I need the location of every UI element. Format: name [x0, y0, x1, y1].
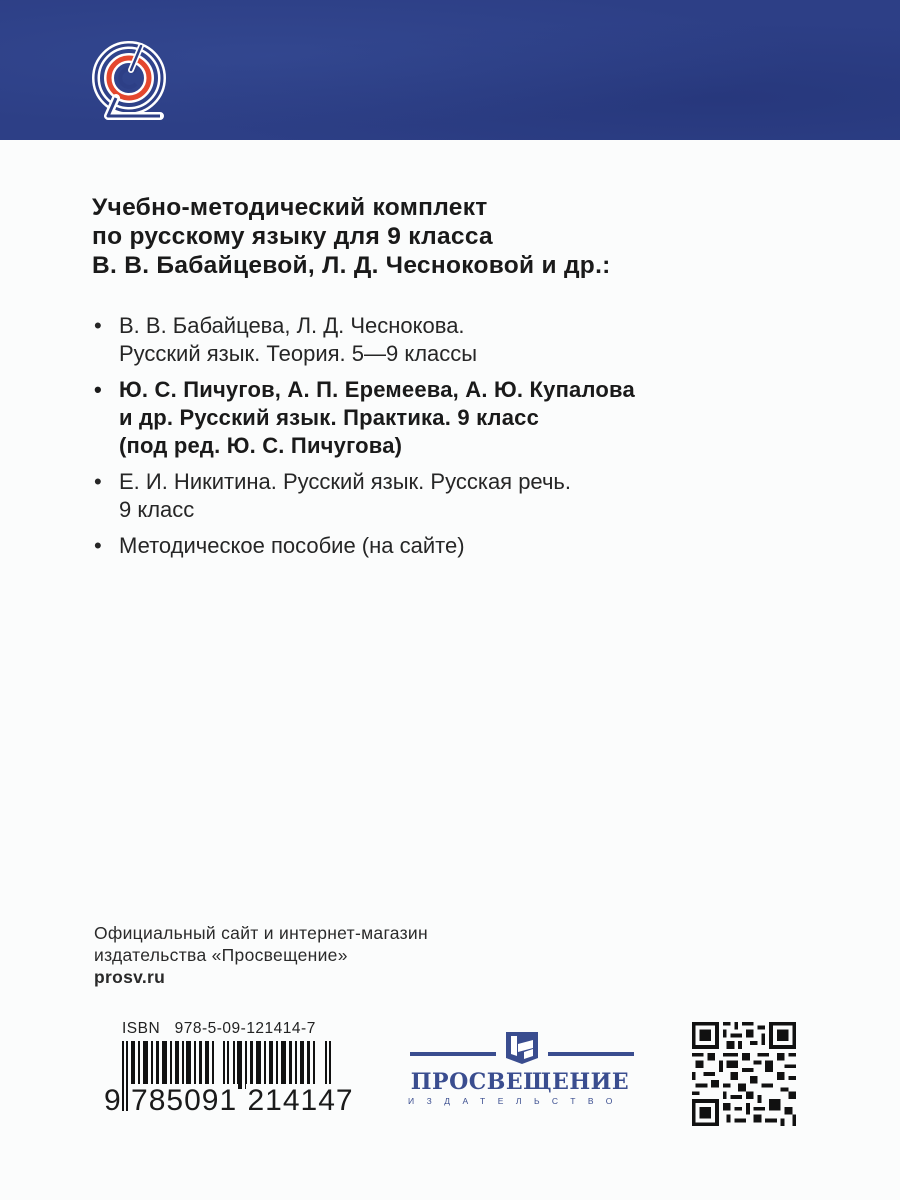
publisher-site-info [94, 922, 428, 988]
item-line: Е. И. Никитина. Русский язык. Русская речь. [119, 469, 571, 494]
qr-code-icon[interactable] [688, 1018, 800, 1130]
item-line: и др. Русский язык. Практика. 9 класс [119, 405, 540, 430]
publisher-name: ПРОСВЕЩЕНИЕ [410, 1069, 630, 1095]
item-line: (под ред. Ю. С. Пичугова) [119, 433, 403, 458]
site-line-2: издательства «Просвещение» [94, 945, 348, 965]
list-item [92, 468, 792, 524]
site-url-link[interactable]: prosv.ru [94, 967, 166, 987]
kit-heading [92, 193, 712, 280]
isbn-label [122, 1020, 316, 1038]
site-line-1: Официальный сайт и интернет-магазин [94, 923, 428, 943]
item-line: В. В. Бабайцева, Л. Д. Чеснокова. [119, 313, 465, 338]
bullet-icon: • [94, 377, 102, 402]
list-item [92, 532, 792, 560]
bullet-icon: • [94, 469, 102, 494]
isbn-number: 978-5-09-121414-7 [174, 1020, 316, 1037]
heading-line: по русскому языку для 9 класса [92, 223, 493, 250]
item-line: Методическое пособие (на сайте) [119, 533, 465, 558]
list-item [92, 312, 792, 368]
heading-line: В. В. Бабайцевой, Л. Д. Чесноковой и др.: [92, 252, 611, 279]
bullet-icon: • [94, 533, 102, 558]
item-line: Русский язык. Теория. 5—9 классы [119, 341, 478, 366]
top-banner [0, 0, 900, 140]
item-line: Ю. С. Пичугов, А. П. Еремеева, А. Ю. Купалова [119, 377, 635, 402]
bullet-icon: • [94, 313, 102, 338]
barcode-digit-group-1: 785091 [131, 1084, 238, 1117]
item-line: 9 класс [119, 497, 195, 522]
barcode-digits [103, 1084, 355, 1118]
barcode-digit-first: 9 [104, 1084, 121, 1117]
publisher-subtitle: ИЗДАТЕЛЬСТВО [408, 1096, 625, 1106]
list-item-highlighted [92, 376, 792, 460]
heading-line: Учебно-методический комплект [92, 194, 488, 221]
series-logo-icon [86, 40, 172, 126]
kit-list [92, 312, 792, 568]
barcode-digit-group-2: 214147 [247, 1084, 354, 1117]
isbn-prefix: ISBN [122, 1020, 161, 1037]
